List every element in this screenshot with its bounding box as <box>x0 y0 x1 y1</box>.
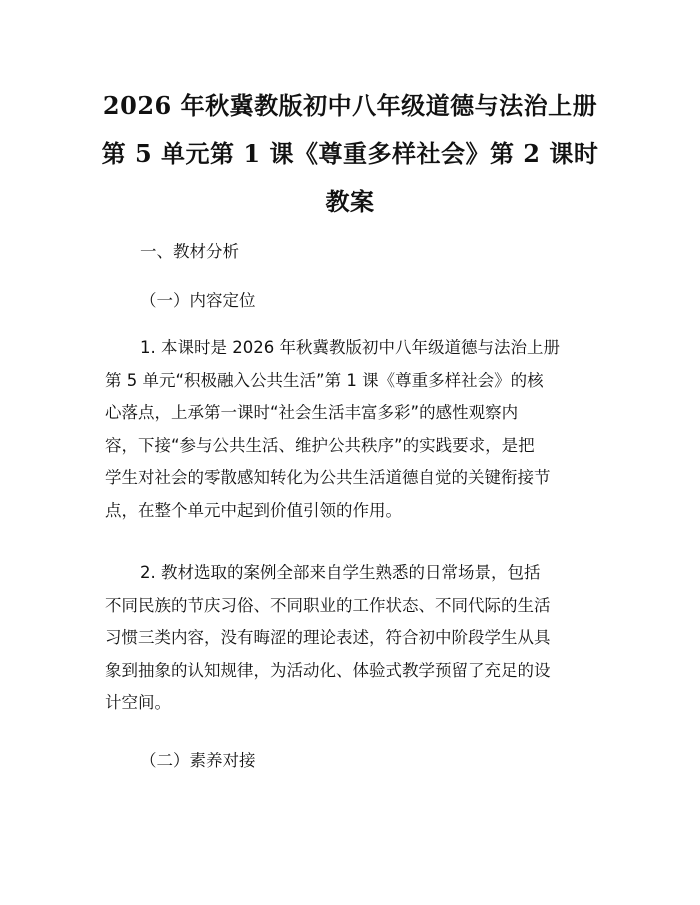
paragraph-2-line-2: 不同民族的节庆习俗、不同职业的工作状态、不同代际的生活 <box>105 595 551 615</box>
paragraph-2-line-3: 习惯三类内容，没有晦涩的理论表述，符合初中阶段学生从具 <box>105 628 551 647</box>
title-line-3: 教案 <box>325 187 375 216</box>
subsection-heading-literacy-alignment: （二）素养对接 <box>140 751 256 770</box>
section-heading-teaching-material-analysis: 一、教材分析 <box>140 242 239 261</box>
paragraph-2 <box>105 557 600 720</box>
paragraph-2-line-4: 象到抽象的认知规律，为活动化、体验式教学预留了充足的设 <box>105 660 551 680</box>
paragraph-1 <box>105 332 600 527</box>
title-line-2: 第 5 单元第 1 课《尊重多样社会》第 2 课时 <box>101 139 599 168</box>
paragraph-2-line-1: 2. 教材选取的案例全部来自学生熟悉的日常场景，包括 <box>140 563 541 582</box>
document-title <box>0 82 700 226</box>
paragraph-1-line-6: 点，在整个单元中起到价值引领的作用。 <box>105 500 402 520</box>
paragraph-1-line-2: 第 5 单元“积极融入公共生活”第 1 课《尊重多样社会》的核 <box>105 370 544 390</box>
paragraph-1-line-4: 容，下接“参与公共生活、维护公共秩序”的实践要求，是把 <box>105 435 535 455</box>
paragraph-1-line-1: 1. 本课时是 2026 年秋冀教版初中八年级道德与法治上册 <box>140 338 560 357</box>
paragraph-1-line-5: 学生对社会的零散感知转化为公共生活道德自觉的关键衔接节 <box>105 468 551 487</box>
subsection-heading-content-positioning: （一）内容定位 <box>140 291 256 310</box>
title-line-1: 2026 年秋冀教版初中八年级道德与法治上册 <box>102 91 598 120</box>
paragraph-1-line-3: 心落点，上承第一课时“社会生活丰富多彩”的感性观察内 <box>105 403 519 422</box>
paragraph-2-line-5: 计空间。 <box>105 693 171 712</box>
